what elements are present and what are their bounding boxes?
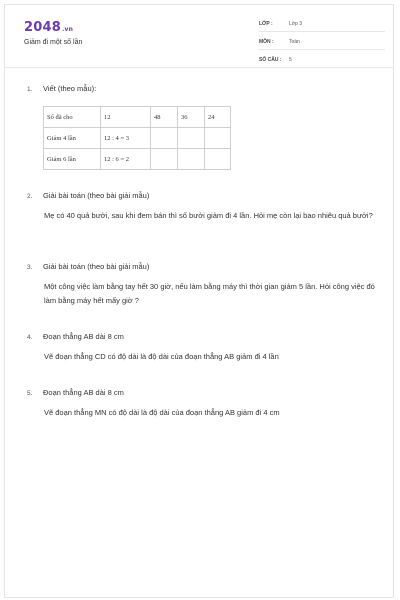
answer-cell[interactable] (178, 149, 205, 170)
answer-cell[interactable] (205, 128, 231, 149)
answer-cell[interactable] (205, 149, 231, 170)
table-cell: 24 (205, 107, 231, 128)
question-5-body: Vẽ đoạn thẳng MN có độ dài là độ dài của đoạn thẳng AB giảm đi 4 cm (44, 408, 280, 417)
meta-label: SỐ CÂU : (259, 57, 282, 63)
answer-cell[interactable] (151, 149, 178, 170)
question-text: Giải bài toán (theo bài giải mẫu) (43, 262, 150, 271)
question-text: Đoạn thẳng AB dài 8 cm (43, 332, 124, 341)
table-cell: Giảm 4 lần (44, 128, 101, 149)
site-logo[interactable] (24, 20, 73, 35)
question-4-title (27, 332, 124, 341)
question-text: Đoạn thẳng AB dài 8 cm (43, 388, 124, 397)
question-text: Giải bài toán (theo bài giải mẫu) (43, 191, 150, 200)
meta-row-class (259, 19, 385, 32)
question-number: 5. (27, 390, 33, 397)
meta-value: Lớp 3 (289, 21, 303, 27)
logo-suffix: .vn (61, 26, 74, 33)
example-table (43, 106, 231, 170)
worksheet-page (4, 4, 394, 598)
question-5-title (27, 388, 124, 397)
question-number: 1. (27, 86, 33, 93)
meta-value: Toán (289, 39, 300, 45)
logo-main: 2048 (24, 20, 61, 35)
table-row (44, 107, 231, 128)
table-row (44, 149, 231, 170)
table-cell: 36 (178, 107, 205, 128)
question-3-title (27, 262, 149, 271)
table-cell: Giảm 6 lần (44, 149, 101, 170)
table-cell: Số đã cho (44, 107, 101, 128)
question-4-body: Vẽ đoạn thẳng CD có độ dài là độ dài của đoạn thẳng AB giảm đi 4 lần (44, 352, 279, 361)
page-title: Giảm đi một số lần (24, 39, 83, 46)
question-number: 4. (27, 334, 33, 341)
table-cell: 48 (151, 107, 178, 128)
question-number: 2. (27, 193, 33, 200)
table-cell: 12 (101, 107, 151, 128)
table-row (44, 128, 231, 149)
question-2-body: Mẹ có 40 quả bưởi, sau khi đem bán thì số bưởi giảm đi 4 lần. Hỏi mẹ còn lại bao nhiêu quả bưởi? (44, 211, 373, 220)
question-1-title (27, 84, 96, 93)
meta-value: 5 (289, 57, 292, 63)
meta-info (259, 19, 385, 73)
question-number: 3. (27, 264, 33, 271)
question-3-body: Một công việc làm bằng tay hết 30 giờ, nếu làm bằng máy thì thời gian giảm 5 lần. Hỏi công việc đó làm bằng máy hết mấy giờ ? (44, 282, 375, 305)
question-text: Viết (theo mẫu): (43, 84, 97, 93)
header-divider (5, 67, 393, 68)
question-2-title (27, 191, 149, 200)
answer-cell[interactable] (178, 128, 205, 149)
table-cell: 12 : 6 = 2 (101, 149, 151, 170)
answer-cell[interactable] (151, 128, 178, 149)
meta-row-subject (259, 37, 385, 50)
table-cell: 12 : 4 = 3 (101, 128, 151, 149)
meta-label: LỚP : (259, 21, 273, 27)
meta-label: MÔN : (259, 39, 274, 45)
